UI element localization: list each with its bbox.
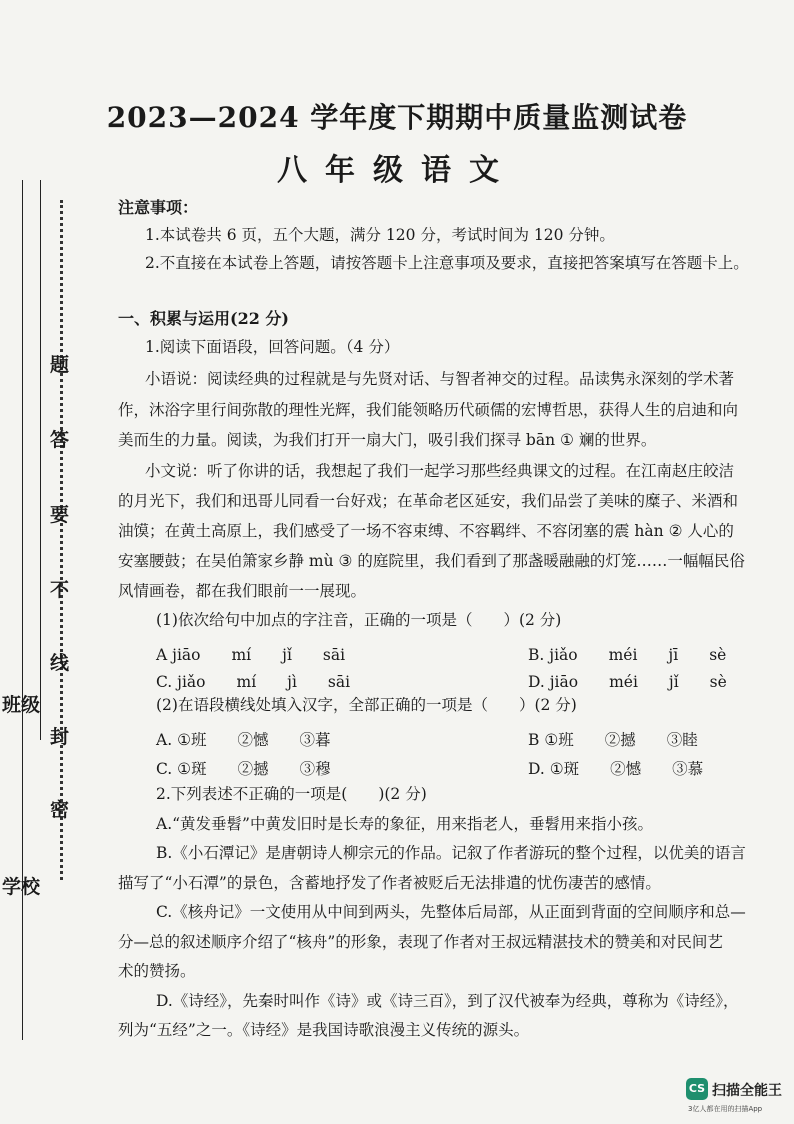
exam-title: 2023—2024 学年度下期期中质量监测试卷 [106,101,688,134]
option-text: jiāo méi jǐ sè [549,673,727,691]
option-label: A [156,646,168,664]
option-b [528,728,698,750]
passage-line: 油馍；在黄土高原上，我们感受了一场不容束缚、不容羁绊、不容闭塞的震 hàn ② 人心的 [118,522,734,540]
notice-item-2: 2.不直接在本试卷上答题，请按答题卡上注意事项及要求，直接把答案填写在答题卡上。 [145,254,749,272]
binding-line-inner [40,180,41,740]
option-label: B [528,731,540,749]
option-d [528,670,727,692]
seal-char-4: 不 [50,579,70,601]
q2-option-b: B.《小石潭记》是唐朝诗人柳宗元的作品。记叙了作者游玩的整个过程，以优美的语言 [156,844,746,862]
option-a [156,643,345,665]
option-text: ①班 ②憾 ③暮 [177,731,331,749]
option-label: A. [156,731,173,749]
binding-line [22,180,23,1040]
exam-subject: 八年级语文 [277,153,517,188]
subquestion-2-stem: (2)在语段横线处填入汉字，全部正确的一项是（ ）(2 分) [156,696,577,714]
scanner-tagline: 3亿人都在用的扫描App [688,1105,763,1113]
seal-char-3: 线 [50,652,70,674]
notice-heading: 注意事项： [118,198,199,217]
option-a [156,728,330,750]
subquestion-1-stem: (1)依次给句中加点的字注音，正确的一项是（ ）(2 分) [156,611,562,629]
option-label: D. [528,673,545,691]
option-label: D. [528,760,545,778]
option-label: C. [156,760,173,778]
option-d [528,757,703,779]
seal-char-2: 封 [50,726,70,748]
option-text: jiāo mí jǐ sāi [172,646,346,664]
seal-char-1: 密 [50,799,70,821]
option-text: ①斑 ②憾 ③慕 [549,760,704,778]
scanner-brand: 扫描全能王 [712,1083,782,1099]
option-c [156,670,350,692]
option-label: B. [528,646,545,664]
seal-char-5: 要 [50,504,70,526]
option-c [156,757,331,779]
option-label: C. [156,673,173,691]
passage-line: 风情画卷，都在我们眼前一一展现。 [118,582,367,600]
passage-line: 美而生的力量。阅读，为我们打开一扇大门，吸引我们探寻 bān ① 斓的世界。 [118,431,657,449]
q2-option-c-cont: 术的赞扬。 [118,962,196,980]
scanner-logo-icon: CS [686,1078,708,1100]
passage-line: 的月光下，我们和迅哥儿同看一台好戏；在革命老区延安，我们品尝了美味的糜子、米酒和 [118,492,739,510]
q2-option-d: D.《诗经》，先秦时叫作《诗》或《诗三百》，到了汉代被奉为经典，尊称为《诗经》， [156,992,739,1010]
seal-char-6: 答 [50,429,70,451]
seal-char-7: 题 [50,354,70,376]
option-text: ①斑 ②撼 ③穆 [177,760,331,778]
passage-line: 小文说：听了你讲的话，我想起了我们一起学习那些经典课文的过程。在江南赵庄皎洁 [145,462,735,480]
q2-option-a: A.“黄发垂髫”中黄发旧时是长寿的象征，用来指老人，垂髫用来指小孩。 [156,815,653,833]
q2-option-c-cont: 分—总的叙述顺序介绍了“核舟”的形象，表现了作者对王叔远精湛技术的赞美和对民间艺 [118,933,723,951]
option-text: jiǎo méi jī sè [549,646,727,664]
q2-option-c: C.《核舟记》一文使用从中间到两头，先整体后局部，从正面到背面的空间顺序和总— [156,903,746,921]
option-b [528,643,726,665]
q2-option-b-cont: 描写了“小石潭”的景色，含蓄地抒发了作者被贬后无法排遣的忧伤凄苦的感情。 [118,874,661,892]
passage-line: 安塞腰鼓；在吴伯箫家乡静 mù ③ 的庭院里，我们看到了那盏暖融融的灯笼……一幅幅民俗 [118,552,745,570]
q2-option-d-cont: 列为“五经”之一。《诗经》是我国诗歌浪漫主义传统的源头。 [118,1021,530,1039]
school-label: 学校 [2,876,41,898]
passage-line: 小语说：阅读经典的过程就是与先贤对话、与智者神交的过程。品读隽永深刻的学术著 [145,370,735,388]
question-2-stem: 2.下列表述不正确的一项是( )(2 分) [156,785,427,803]
option-text: jiǎo mí jì sāi [177,673,351,691]
class-label: 班级 [2,694,41,716]
passage-line: 作，沐浴字里行间弥散的理性光辉，我们能领略历代硕儒的宏博哲思，获得人生的启迪和向 [118,401,739,419]
section-heading: 一、积累与运用(22 分) [118,309,289,328]
option-text: ①班 ②撼 ③睦 [544,731,698,749]
question-1-stem: 1.阅读下面语段，回答问题。（4 分） [145,338,400,356]
notice-item-1: 1.本试卷共 6 页，五个大题，满分 120 分，考试时间为 120 分钟。 [145,226,615,244]
seal-dotted-line [60,200,63,880]
